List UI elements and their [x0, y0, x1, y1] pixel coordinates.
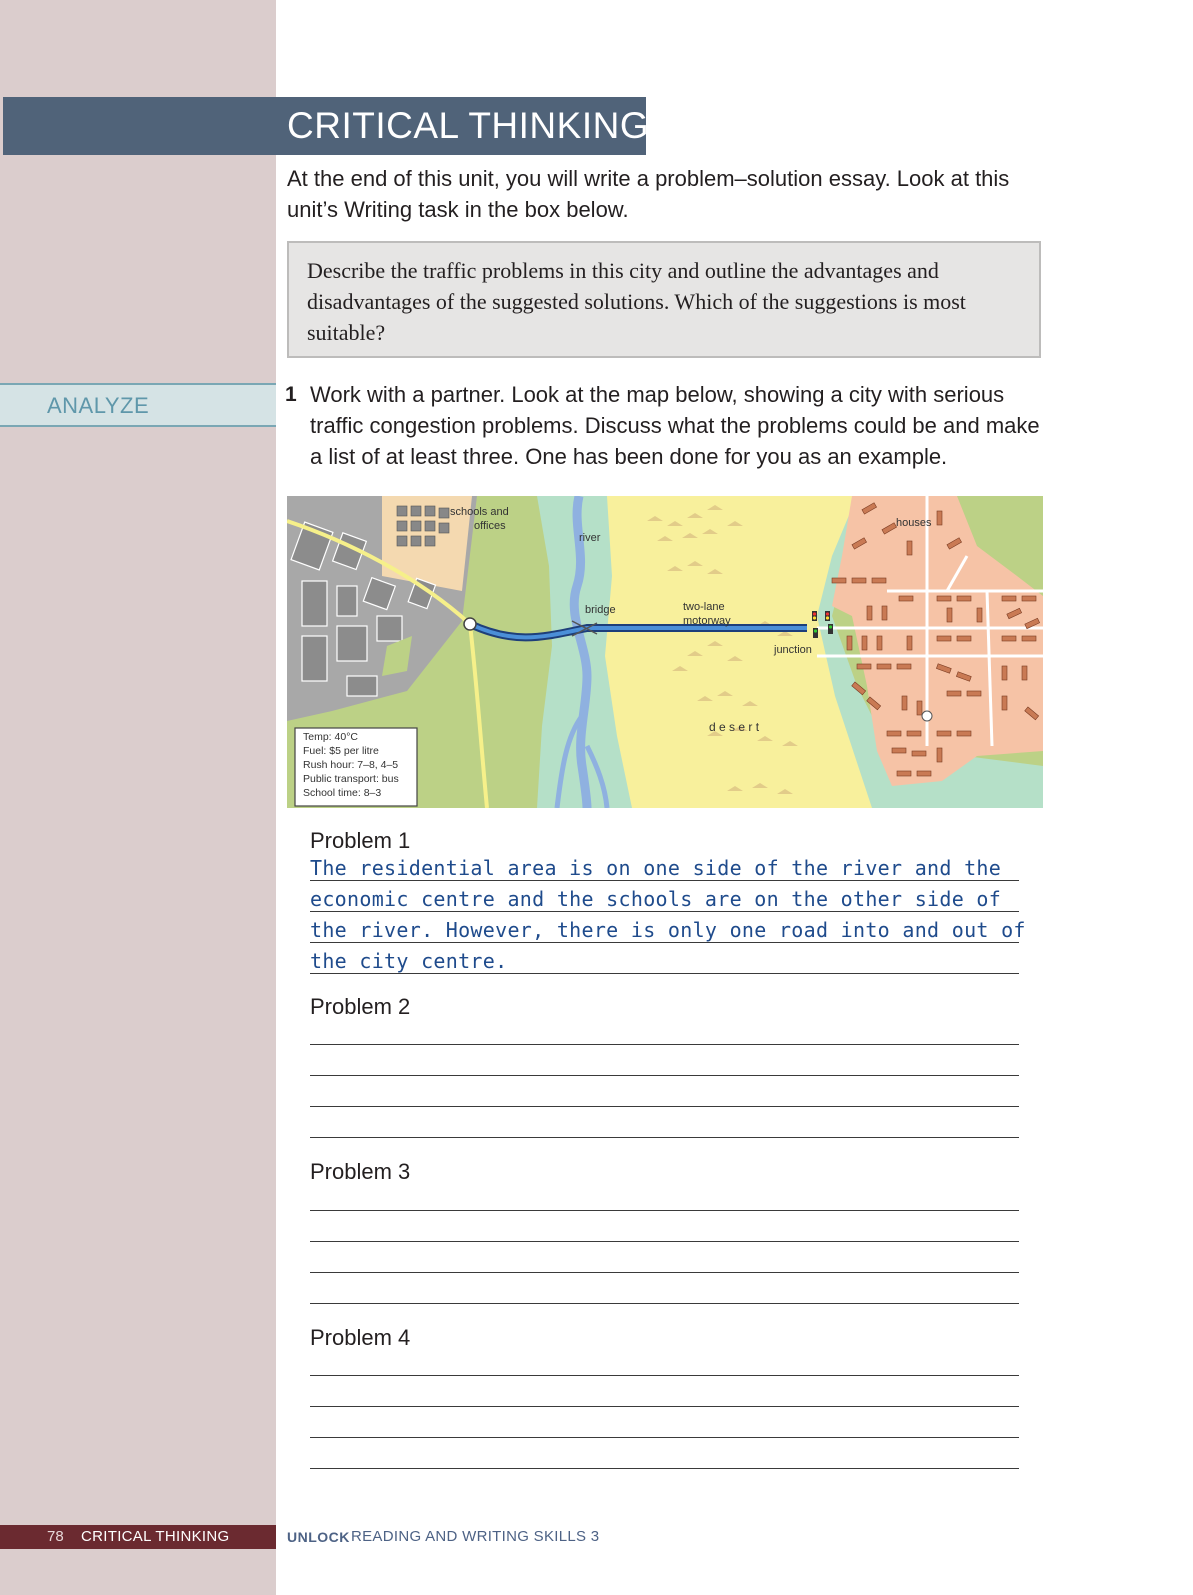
problem-1-answer-line: The residential area is on one side of the river and the [310, 856, 1002, 880]
footer-section-title: CRITICAL THINKING [81, 1528, 230, 1545]
intro-paragraph: At the end of this unit, you will write a problem–solution essay. Look at this unit’s Writing task in the box below. [287, 166, 1010, 222]
problem-4-label: Problem 4 [310, 1325, 411, 1350]
answer-line[interactable] [310, 1044, 1019, 1045]
answer-line[interactable] [310, 1468, 1019, 1469]
sidebar-strip [0, 0, 276, 1595]
map-label-offices: offices [474, 520, 506, 532]
map-label-desert: d e s e r t [709, 720, 760, 734]
answer-line[interactable] [310, 1437, 1019, 1438]
problem-1-answer-line: economic centre and the schools are on the other side of [310, 887, 1002, 911]
book-title: READING AND WRITING SKILLS 3 [351, 1528, 600, 1545]
answer-line[interactable] [310, 1137, 1019, 1138]
answer-rule [310, 880, 1019, 881]
info-school-time: School time: 8–3 [303, 787, 382, 799]
city-map [287, 496, 1043, 808]
info-temp: Temp: 40°C [303, 731, 358, 743]
answer-line[interactable] [310, 1406, 1019, 1407]
info-fuel: Fuel: $5 per litre [303, 745, 379, 757]
exercise-instructions: Work with a partner. Look at the map below, showing a city with serious traffic congestion problems. Discuss what the problems could be and make a list of at least three. One has been done for you as an example. [310, 382, 1040, 469]
problem-1-answer-line: the river. However, there is only one road into and out of [310, 918, 1026, 942]
answer-line[interactable] [310, 1075, 1019, 1076]
info-rush-hour: Rush hour: 7–8, 4–5 [303, 759, 399, 771]
map-label-river: river [579, 532, 601, 544]
answer-line[interactable] [310, 1241, 1019, 1242]
page-number: 78 [47, 1528, 64, 1545]
problem-1-answer-line: the city centre. [310, 949, 508, 973]
map-label-houses: houses [896, 517, 932, 529]
answer-rule [310, 973, 1019, 974]
map-label-schools: schools and [450, 506, 509, 518]
answer-line[interactable] [310, 1210, 1019, 1211]
problem-1-label: Problem 1 [310, 828, 411, 853]
brand-logo: UNLOCK [287, 1529, 350, 1545]
problem-2-label: Problem 2 [310, 994, 411, 1019]
answer-rule [310, 942, 1019, 943]
map-label-two-lane: two-lane [683, 601, 725, 613]
map-label-junction: junction [774, 644, 812, 656]
answer-line[interactable] [310, 1303, 1019, 1304]
section-title: CRITICAL THINKING [287, 105, 650, 146]
map-label-bridge: bridge [585, 604, 616, 616]
answer-line[interactable] [310, 1272, 1019, 1273]
info-public-transport: Public transport: bus [303, 773, 399, 785]
map-label-motorway: motorway [683, 615, 731, 627]
problem-3-label: Problem 3 [310, 1159, 411, 1184]
answer-rule [310, 911, 1019, 912]
exercise-number: 1 [285, 383, 297, 406]
answer-line[interactable] [310, 1106, 1019, 1107]
analyze-label: ANALYZE [47, 393, 150, 418]
answer-line[interactable] [310, 1375, 1019, 1376]
writing-task-box: Describe the traffic problems in this city and outline the advantages and disadvantages of the suggested solutions. Which of the suggestions is most suitable? [287, 241, 1041, 358]
